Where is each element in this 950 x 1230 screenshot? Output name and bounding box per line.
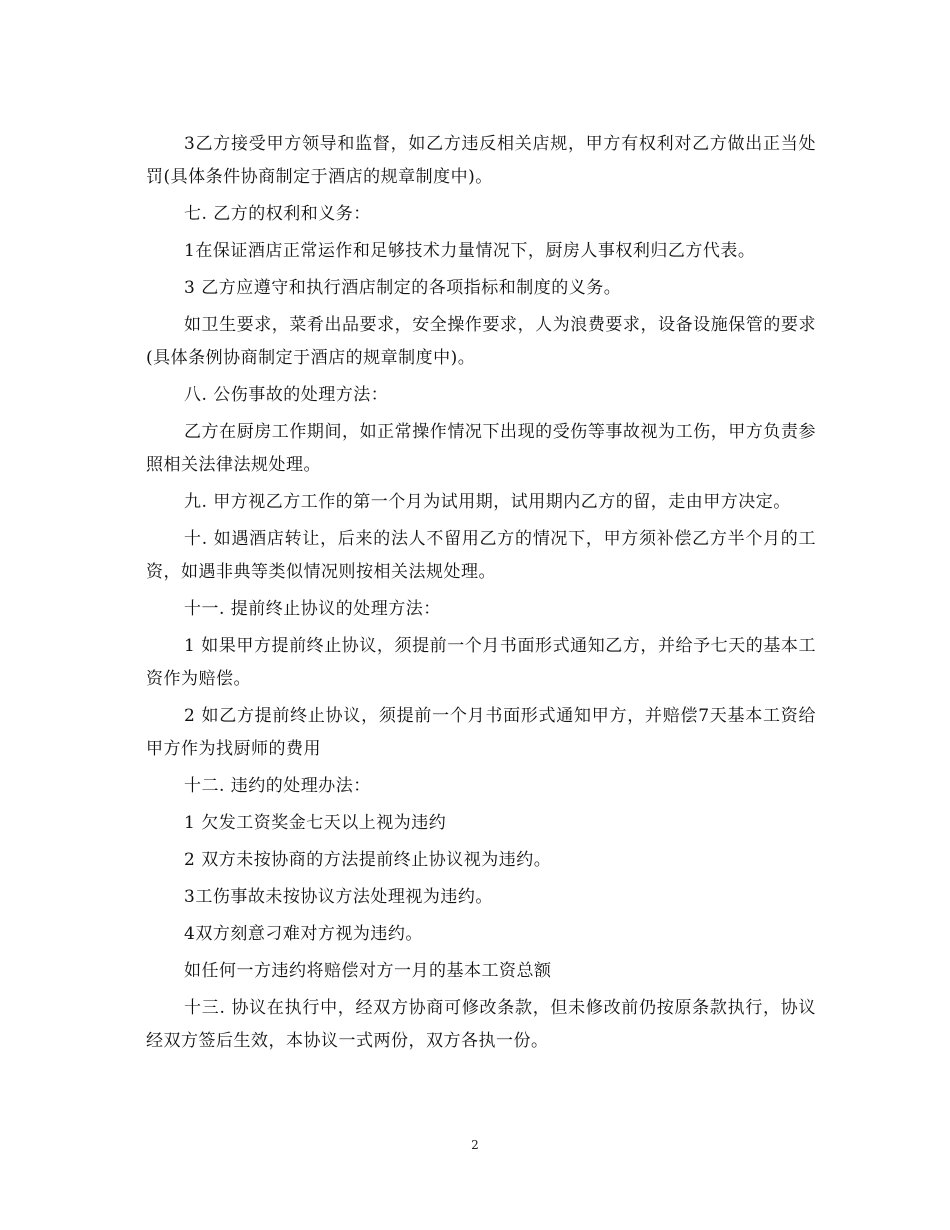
paragraph-clause-8-detail: 乙方在厨房工作期间，如正常操作情况下出现的受伤等事故视为工伤，甲方负责参照相关法律法规处理。 — [146, 422, 816, 475]
heading-clause-8: 八. 公伤事故的处理方法： — [184, 385, 389, 405]
paragraph-clause-12-1: 1 欠发工资奖金七天以上视为违约 — [184, 813, 447, 833]
paragraph-clause-12-3: 3工伤事故未按协议方法处理视为违约。 — [184, 887, 493, 907]
paragraph-clause-10: 十. 如遇酒店转让，后来的法人不留用乙方的情况下，甲方须补偿乙方半个月的工资，如遇非典等类似情况则按相关法规处理。 — [146, 529, 816, 582]
heading-clause-11: 十一. 提前终止协议的处理方法： — [184, 599, 441, 619]
paragraph-clause-9: 九. 甲方视乙方工作的第一个月为试用期，试用期内乙方的留，走由甲方决定。 — [184, 492, 791, 512]
paragraph-clause-11-1: 1 如果甲方提前终止协议，须提前一个月书面形式通知乙方，并给予七天的基本工资作为赔偿。 — [146, 636, 816, 689]
paragraph-clause-7-detail: 如卫生要求，菜肴出品要求，安全操作要求，人为浪费要求，设备设施保管的要求(具体条例协商制定于酒店的规章制度中)。 — [146, 315, 816, 368]
paragraph-clause-12-2: 2 双方未按协商的方法提前终止协议视为违约。 — [184, 850, 552, 870]
document-body — [146, 128, 816, 1062]
paragraph-clause-7-1: 1在保证酒店正常运作和足够技术力量情况下，厨房人事权利归乙方代表。 — [184, 241, 756, 261]
paragraph-clause-12-summary: 如任何一方违约将赔偿对方一月的基本工资总额 — [184, 961, 552, 981]
page-number: 2 — [471, 1138, 479, 1152]
paragraph-clause-7-3: 3 乙方应遵守和执行酒店制定的各项指标和制度的义务。 — [184, 278, 622, 298]
paragraph-clause-13: 十三. 协议在执行中，经双方协商可修改条款，但未修改前仍按原条款执行，协议经双方签后生效，本协议一式两份，双方各执一份。 — [146, 998, 816, 1051]
paragraph-clause-6-3: 3乙方接受甲方领导和监督，如乙方违反相关店规，甲方有权利对乙方做出正当处罚(具体条件协商制定于酒店的规章制度中)。 — [146, 134, 816, 187]
heading-clause-12: 十二. 违约的处理办法： — [184, 776, 371, 796]
paragraph-clause-12-4: 4双方刻意刁难对方视为违约。 — [184, 924, 423, 944]
paragraph-clause-11-2: 2 如乙方提前终止协议，须提前一个月书面形式通知甲方，并赔偿7天基本工资给甲方作为找厨师的费用 — [146, 706, 816, 759]
heading-clause-7: 七. 乙方的权利和义务： — [184, 204, 371, 224]
